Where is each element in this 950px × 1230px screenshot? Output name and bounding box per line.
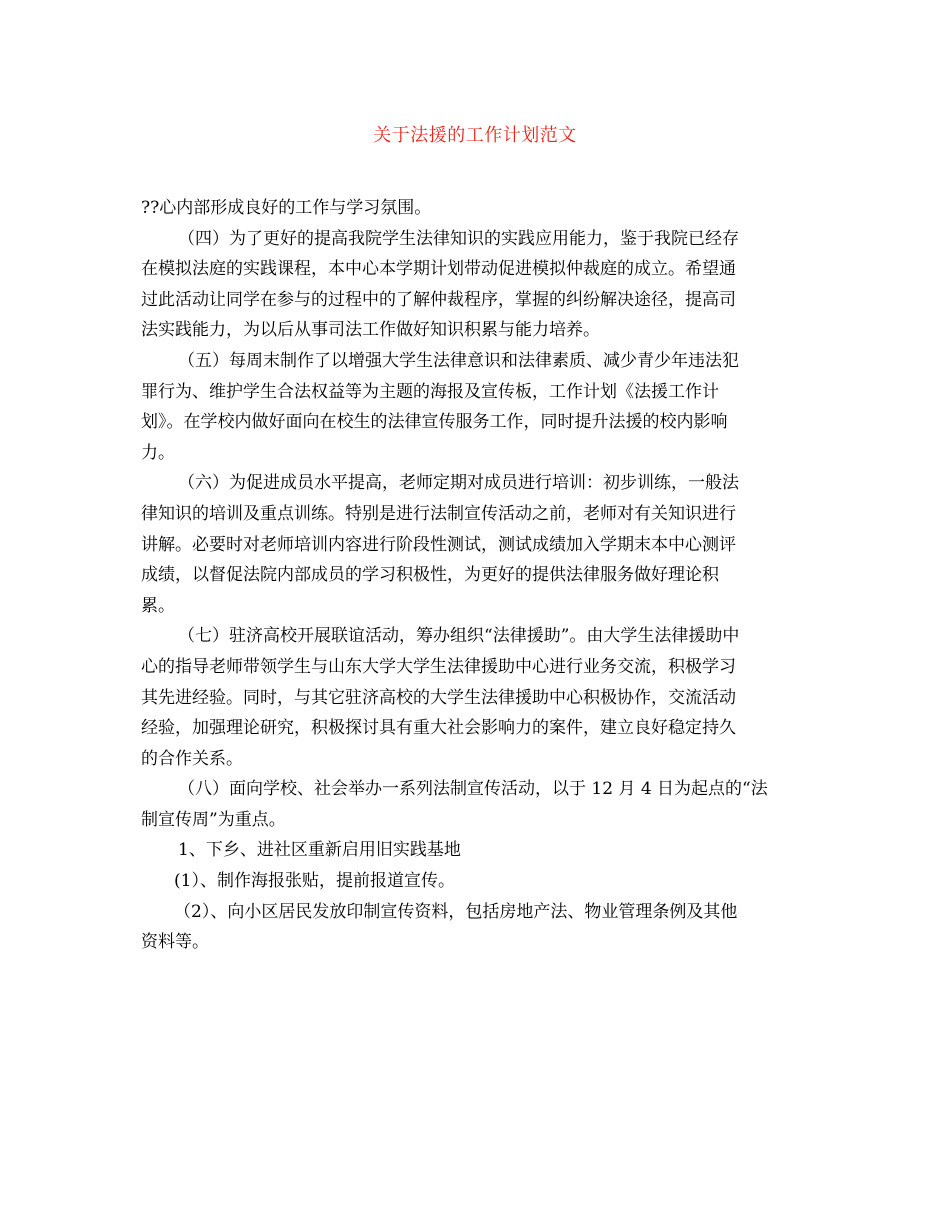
text-line: 成绩，以督促法院内部成员的学习积极性，为更好的提供法律服务做好理论积 [141, 565, 719, 586]
text-line: 1、下乡、进社区重新启用旧实践基地 [178, 840, 461, 861]
text-line: 经验，加强理论研究，积极探讨具有重大社会影响力的案件，建立良好稳定持久 [141, 718, 736, 739]
text-line: 讲解。必要时对老师培训内容进行阶段性测试，测试成绩加入学期末本中心测评 [141, 534, 736, 555]
text-line: （七）驻济高校开展联谊活动，筹办组织“法律援助”。由大学生法律援助中 [178, 626, 740, 647]
text-line: 的合作关系。 [141, 748, 243, 769]
text-line: 法实践能力，为以后从事司法工作做好知识积累与能力培养。 [141, 320, 600, 341]
text-line: 资料等。 [141, 932, 209, 953]
document-body [141, 193, 811, 958]
text-line: （五）每周末制作了以增强大学生法律意识和法律素质、减少青少年违法犯 [178, 350, 739, 371]
text-line: 力。 [141, 442, 175, 463]
text-line: （八）面向学校、社会举办一系列法制宣传活动，以于 12 月 4 日为起点的“法 [178, 779, 768, 800]
document-title: 关于法援的工作计划范文 [373, 125, 577, 146]
text-line: （2）、向小区居民发放印制宣传资料，包括房地产法、物业管理条例及其他 [174, 901, 738, 922]
text-line: 心的指导老师带领学生与山东大学大学生法律援助中心进行业务交流，积极学习 [141, 656, 736, 677]
text-line: (1）、制作海报张贴，提前报道宣传。 [174, 871, 455, 892]
text-line: （六）为促进成员水平提高，老师定期对成员进行培训：初步训练，一般法 [178, 473, 739, 494]
text-line: 其先进经验。同时，与其它驻济高校的大学生法律援助中心积极协作，交流活动 [141, 687, 736, 708]
text-line: 在模拟法庭的实践课程，本中心本学期计划带动促进模拟仲裁庭的成立。希望通 [141, 259, 736, 280]
text-line: 罪行为、维护学生合法权益等为主题的海报及宣传板，工作计划《法援工作计 [141, 381, 719, 402]
text-line: 制宣传周”为重点。 [141, 809, 286, 830]
text-line: ??心内部形成良好的工作与学习氛围。 [141, 198, 432, 218]
text-line: 累。 [141, 595, 175, 616]
text-line: 过此活动让同学在参与的过程中的了解仲裁程序，掌握的纠纷解决途径，提高司 [141, 289, 736, 310]
text-line: （四）为了更好的提高我院学生法律知识的实践应用能力，鉴于我院已经存 [178, 228, 739, 249]
text-line: 划》。在学校内做好面向在校生的法律宣传服务工作，同时提升法援的校内影响 [141, 412, 728, 433]
text-line: 律知识的培训及重点训练。特别是进行法制宣传活动之前，老师对有关知识进行 [141, 503, 736, 524]
